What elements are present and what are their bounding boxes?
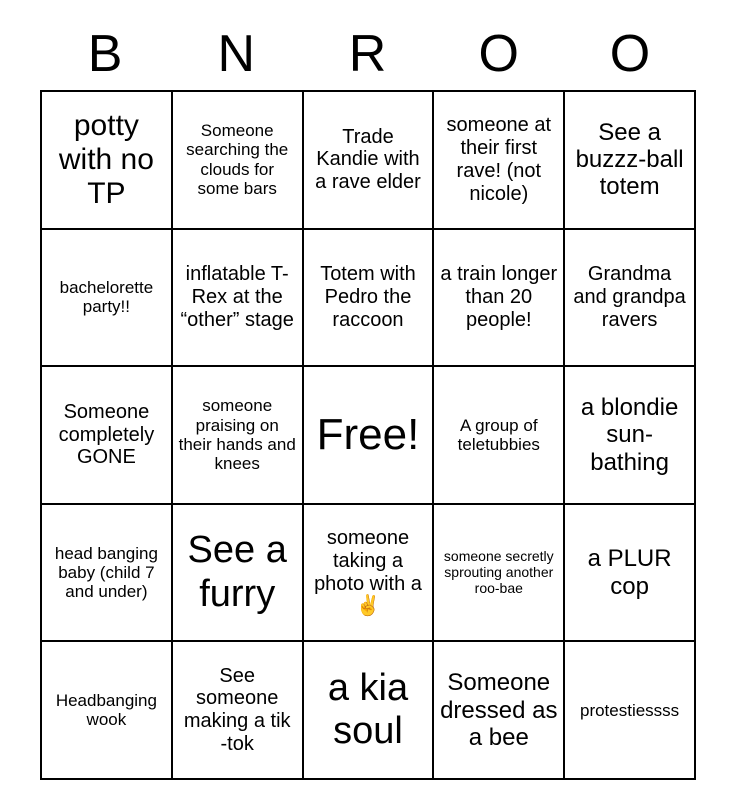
bingo-cell-text: someone secretly sprouting another roo-bae [443, 547, 554, 596]
bingo-cell[interactable] [173, 642, 304, 780]
bingo-cell[interactable] [304, 230, 435, 368]
bingo-cell[interactable] [42, 505, 173, 643]
bingo-cell-text: Free! [316, 409, 420, 459]
bingo-cell[interactable] [565, 367, 696, 505]
bingo-cell-text: inflatable T-Rex at the “other” stage [180, 263, 294, 331]
bingo-cell-text: someone taking a photo with a ✌️ [314, 527, 422, 618]
bingo-cell[interactable] [565, 505, 696, 643]
bingo-cell[interactable] [434, 230, 565, 368]
bingo-cell-text: someone at their first rave! (not nicole) [446, 114, 552, 205]
bingo-cell[interactable] [42, 92, 173, 230]
bingo-cell[interactable] [565, 92, 696, 230]
header-letter-2: N [217, 25, 257, 83]
bingo-cell[interactable] [42, 230, 173, 368]
bingo-cell-text: a kia soul [327, 666, 409, 753]
bingo-cell-text: See a buzzz-ball totem [575, 118, 684, 201]
bingo-cell[interactable] [173, 367, 304, 505]
bingo-cell[interactable] [565, 642, 696, 780]
bingo-cell-text: a blondie sun-bathing [580, 393, 679, 476]
bingo-cell-text: protestiessss [579, 700, 680, 720]
header-letter-5: O [609, 25, 652, 83]
bingo-cell-text: Someone completely GONE [58, 400, 155, 469]
header-letter-4: O [478, 25, 520, 83]
bingo-cell[interactable] [173, 230, 304, 368]
bingo-cell-text: someone praising on their hands and knees [178, 396, 296, 474]
bingo-cell[interactable] [304, 642, 435, 780]
bingo-cell-text: Trade Kandie with a rave elder [315, 125, 421, 194]
bingo-cell-text: Totem with Pedro the raccoon [320, 263, 416, 331]
bingo-cell[interactable] [173, 92, 304, 230]
bingo-cell-text: A group of teletubbies [457, 415, 540, 454]
bingo-cell[interactable] [304, 505, 435, 643]
bingo-cell[interactable] [173, 505, 304, 643]
bingo-cell[interactable] [42, 642, 173, 780]
bingo-cell[interactable] [304, 92, 435, 230]
bingo-cell-free[interactable] [304, 367, 435, 505]
bingo-cell-text: potty with no TP [58, 108, 154, 210]
bingo-cell-text: head banging baby (child 7 and under) [54, 543, 158, 602]
bingo-cell[interactable] [565, 230, 696, 368]
bingo-cell-text: See someone making a tik -tok [183, 664, 291, 755]
bingo-cell-text: Someone searching the clouds for some bars [186, 121, 289, 199]
bingo-cell-text: See a furry [187, 529, 287, 615]
bingo-cell-text: bachelorette party!! [59, 278, 154, 317]
bingo-cell-text: Someone dressed as a bee [440, 669, 558, 751]
bingo-cell[interactable] [434, 642, 565, 780]
bingo-cell-text: Grandma and grandpa ravers [573, 263, 686, 331]
header-letter-3: R [348, 25, 388, 83]
bingo-grid [40, 90, 696, 780]
bingo-cell[interactable] [42, 367, 173, 505]
bingo-cell-text: a PLUR cop [587, 545, 672, 600]
header-letter-1: B [87, 25, 124, 83]
bingo-cell[interactable] [434, 367, 565, 505]
bingo-cell-text: Headbanging wook [55, 690, 157, 730]
bingo-header [40, 18, 696, 90]
bingo-cell[interactable] [434, 505, 565, 643]
bingo-cell[interactable] [434, 92, 565, 230]
bingo-cell-text: a train longer than 20 people! [440, 263, 558, 331]
